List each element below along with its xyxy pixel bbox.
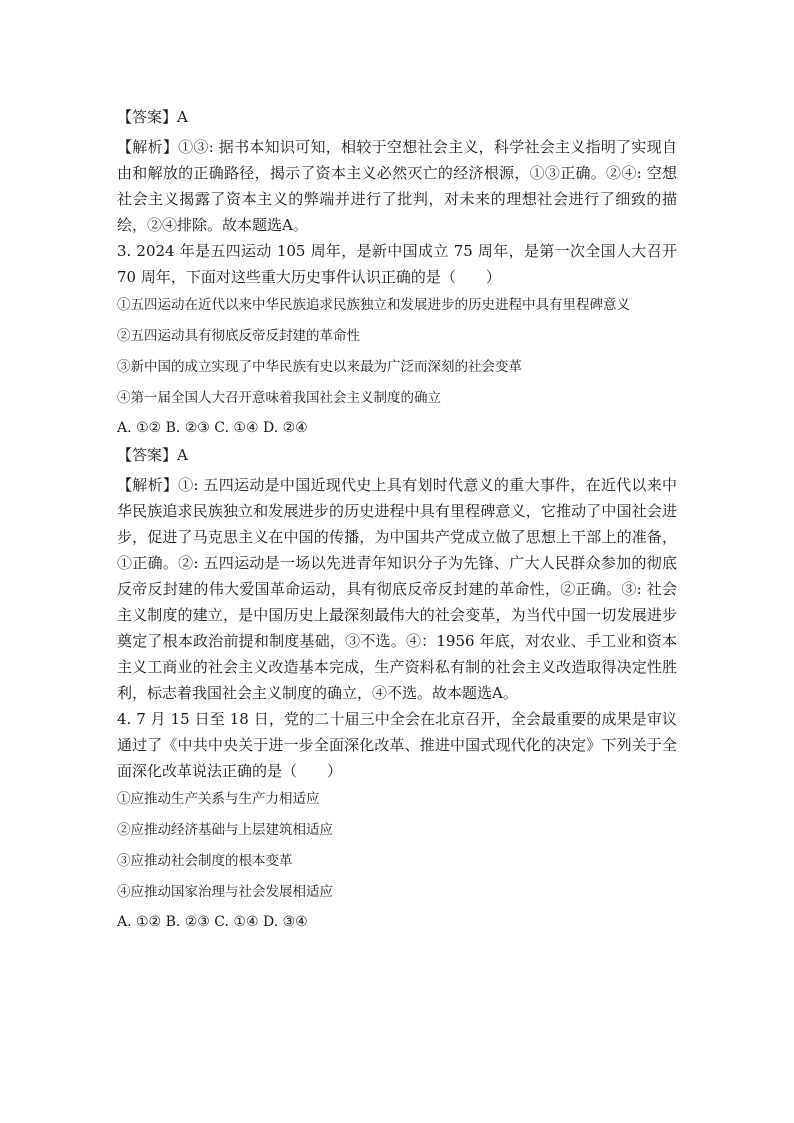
question-3-option-4: ④第一届全国人大召开意味着我国社会主义制度的确立 bbox=[117, 390, 441, 406]
question-4-option-2: ②应推动经济基础与上层建筑相适应 bbox=[117, 822, 333, 838]
question-4-option-3: ③应推动社会制度的根本变革 bbox=[117, 853, 293, 869]
document-page bbox=[117, 104, 677, 936]
question-3-option-3: ③新中国的成立实现了中华民族有史以来最为广泛而深刻的社会变革 bbox=[117, 359, 522, 375]
explanation-1: 【解析】①③: 据书本知识可知，相较于空想社会主义，科学社会主义指明了实现自由和解放的正确路径，揭示了资本主义必然灭亡的经济根源，①③正确。②④: 空想社会主义揭露了资本主义的弊端并进行了批判，对未来的理想社会进行了细致的描绘，②④排除。故本题选A。 bbox=[117, 138, 677, 234]
question-3-stem: 3. 2024 年是五四运动 105 周年，是新中国成立 75 周年，是第一次全国人大召开 70 周年，下面对这些重大历史事件认识正确的是（ ） bbox=[117, 242, 677, 286]
question-4-stem: 4. 7 月 15 日至 18 日，党的二十届三中全会在北京召开，全会最重要的成果是审议通过了《中共中央关于进一步全面深化改革、推进中国式现代化的决定》下列关于全面深化改革说法正确的是（ ） bbox=[117, 710, 677, 780]
answer-3: 【答案】A bbox=[117, 446, 188, 464]
question-3-option-1: ①五四运动在近代以来中华民族追求民族独立和发展进步的历史进程中具有里程碑意义 bbox=[117, 297, 630, 313]
question-3-choices: A. ①② B. ②③ C. ①④ D. ②④ bbox=[117, 420, 308, 436]
question-3-option-2: ②五四运动具有彻底反帝反封建的革命性 bbox=[117, 328, 360, 344]
answer-1: 【答案】A bbox=[117, 108, 188, 126]
question-4-choices: A. ①② B. ②③ C. ①④ D. ③④ bbox=[117, 914, 308, 930]
question-4-option-1: ①应推动生产关系与生产力相适应 bbox=[117, 791, 320, 807]
question-4-option-4: ④应推动国家治理与社会发展相适应 bbox=[117, 884, 333, 900]
explanation-3: 【解析】①: 五四运动是中国近现代史上具有划时代意义的重大事件，在近代以来中华民族追求民族独立和发展进步的历史进程中具有里程碑意义，它推动了中国社会进步，促进了马克思主义在中国的传播，为中国共产党成立做了思想上干部上的准备，①正确。②: 五四运动是一场以先进青年知识分子为先锋、广大人民群众参加的彻底反帝反封建的伟大爱国革命运动，具有彻底反帝反封建的革命性，②正确。③: 社会主义制度的建立，是中国历史上最深刻最伟大的社会变革，为当代中国一切发展进步奠定了根本政治前提和制度基础，③不选。④：1956 年底，对农业、手工业和资本主义工商业的社会主义改造基本完成，生产资料私有制的社会主义改造取得决定性胜利，标志着我国社会主义制度的确立，④不选。故本题选A。 bbox=[117, 476, 677, 702]
